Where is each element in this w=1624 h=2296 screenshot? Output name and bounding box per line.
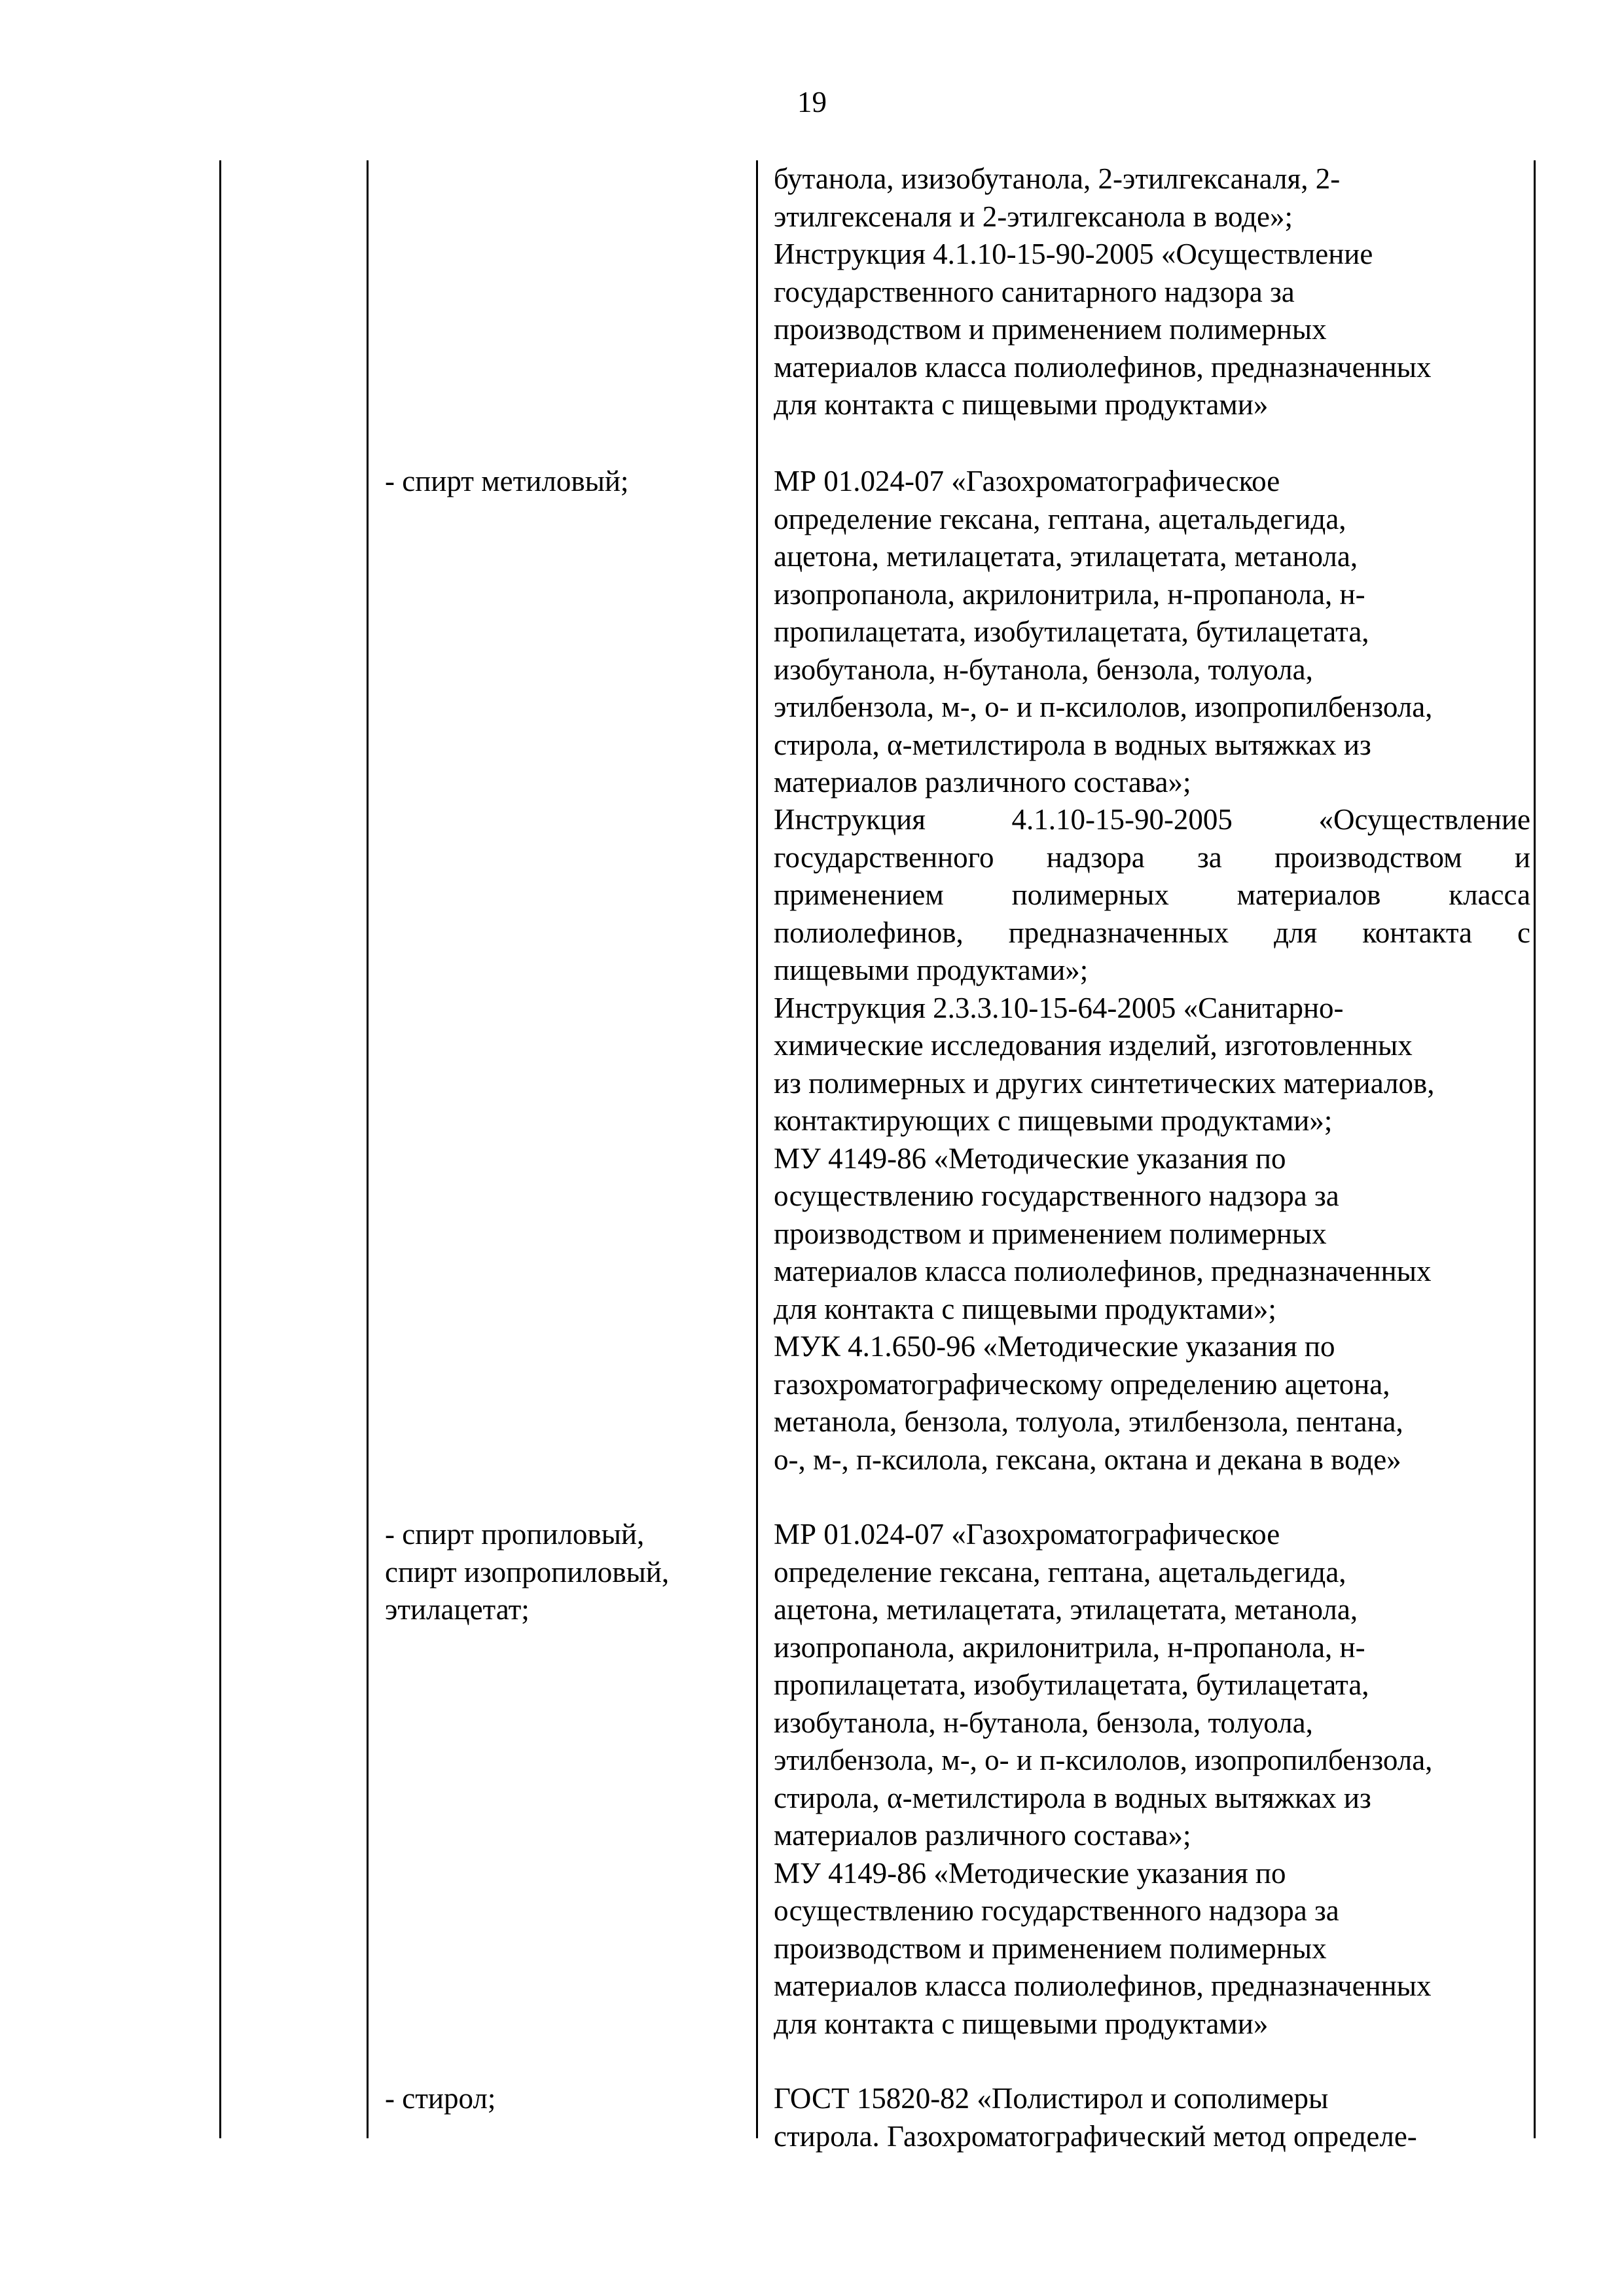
word: надзора xyxy=(1046,840,1145,874)
table-border-left xyxy=(219,160,221,2138)
text-line: МР 01.024-07 «Газохроматографическое xyxy=(774,1518,1280,1551)
text-line: изобутанола, н-бутанола, бензола, толуола, xyxy=(774,1706,1313,1739)
table-column-divider-1 xyxy=(367,160,369,2138)
word: «Осуществление xyxy=(1318,803,1530,836)
text-line: материалов различного состава»; xyxy=(774,1819,1191,1852)
word: материалов xyxy=(1236,878,1381,911)
word: за xyxy=(1197,840,1222,874)
justified-line xyxy=(774,876,1530,914)
justified-paragraph xyxy=(774,801,1530,952)
text-line: этилбензола, м-, о- и п-ксилолов, изопропилбензола, xyxy=(774,691,1433,723)
text-line: Инструкция 2.3.3.10-15-64-2005 «Санитарно- xyxy=(774,991,1344,1024)
text-line: государственного санитарного надзора за xyxy=(774,275,1295,308)
table-row-substance xyxy=(385,1516,669,1629)
text-line: МУК 4.1.650-96 «Методические указания по xyxy=(774,1330,1335,1363)
word: предназначенных xyxy=(1008,916,1229,949)
text-line: для контакта с пищевыми продуктами»; xyxy=(774,1292,1276,1325)
word: для xyxy=(1274,916,1318,949)
text-line: материалов класса полиолефинов, предназначенных xyxy=(774,350,1432,384)
text-line: для контакта с пищевыми продуктами» xyxy=(774,2007,1269,2040)
text-line: контактирующих с пищевыми продуктами»; xyxy=(774,1104,1333,1137)
text-line: стирола, α-метилстирола в водных вытяжках из xyxy=(774,1781,1371,1814)
table-row-methods-tail xyxy=(774,952,1435,1479)
text-line: МУ 4149-86 «Методические указания по xyxy=(774,1856,1286,1890)
substance-line: этилацетат; xyxy=(385,1593,530,1626)
text-line: бутанола, изизобутанола, 2-этилгексаналя, 2- xyxy=(774,162,1341,195)
table-column-divider-2 xyxy=(756,160,758,2138)
text-line: определение гексана, гептана, ацетальдегида, xyxy=(774,1555,1346,1588)
substance-line: - спирт метиловый; xyxy=(385,465,629,497)
word: Инструкция xyxy=(774,803,926,836)
text-line: осуществлению государственного надзора за xyxy=(774,1179,1339,1212)
text-line: этилгексеналя и 2-этилгексанола в воде»; xyxy=(774,200,1293,233)
text-line: ГОСТ 15820-82 «Полистирол и сополимеры xyxy=(774,2082,1329,2115)
text-line: МУ 4149-86 «Методические указания по xyxy=(774,1141,1286,1175)
text-line: ацетона, метилацетата, этилацетата, метанола, xyxy=(774,540,1358,573)
text-line: пропилацетата, изобутилацетата, бутилацетата, xyxy=(774,1668,1369,1701)
text-line: метанола, бензола, толуола, этилбензола, пентана, xyxy=(774,1405,1403,1438)
text-line: материалов различного состава»; xyxy=(774,766,1191,798)
text-line: газохроматографическому определению ацетона, xyxy=(774,1367,1390,1401)
substance-line: - спирт пропиловый, xyxy=(385,1518,645,1551)
table-border-right xyxy=(1534,160,1536,2138)
text-line: химические исследования изделий, изготовленных xyxy=(774,1029,1413,1062)
text-line: Инструкция 4.1.10-15-90-2005 «Осуществление xyxy=(774,238,1373,270)
word: класса xyxy=(1449,878,1530,911)
justified-line xyxy=(774,914,1530,952)
word: государственного xyxy=(774,840,994,874)
table-row-methods xyxy=(774,2080,1417,2155)
justified-line xyxy=(774,839,1530,877)
text-line: производством и применением полимерных xyxy=(774,1217,1327,1250)
table-row-methods xyxy=(774,1516,1432,2043)
word: и xyxy=(1514,840,1530,874)
text-line: пищевыми продуктами»; xyxy=(774,954,1089,986)
text-line: этилбензола, м-, о- и п-ксилолов, изопропилбензола, xyxy=(774,1744,1433,1776)
text-line: производством и применением полимерных xyxy=(774,1931,1327,1965)
text-line: стирола, α-метилстирола в водных вытяжках из xyxy=(774,728,1371,761)
text-line: МР 01.024-07 «Газохроматографическое xyxy=(774,465,1280,497)
text-line: для контакта с пищевыми продуктами» xyxy=(774,388,1269,421)
word: полимерных xyxy=(1011,878,1169,911)
text-line: изопропанола, акрилонитрила, н-пропанола, н- xyxy=(774,577,1365,611)
text-line: материалов класса полиолефинов, предназначенных xyxy=(774,1255,1432,1287)
table-row-substance xyxy=(385,2080,496,2118)
text-line: стирола. Газохроматографический метод определе- xyxy=(774,2119,1417,2153)
word: контакта xyxy=(1362,916,1473,949)
word: производством xyxy=(1274,840,1462,874)
page-number: 19 xyxy=(797,86,827,118)
text-line: из полимерных и других синтетических материалов, xyxy=(774,1066,1435,1100)
text-line: изобутанола, н-бутанола, бензола, толуола, xyxy=(774,653,1313,686)
text-line: определение гексана, гептана, ацетальдегида, xyxy=(774,502,1346,535)
text-line: пропилацетата, изобутилацетата, бутилацетата, xyxy=(774,615,1369,648)
text-line: изопропанола, акрилонитрила, н-пропанола, н- xyxy=(774,1630,1365,1664)
substance-line: - стирол; xyxy=(385,2082,496,2115)
word: с xyxy=(1517,916,1530,949)
text-line: производством и применением полимерных xyxy=(774,313,1327,346)
word: 4.1.10-15-90-2005 xyxy=(1011,803,1233,836)
word: применением xyxy=(774,878,944,911)
text-line: материалов класса полиолефинов, предназначенных xyxy=(774,1969,1432,2002)
text-line: ацетона, метилацетата, этилацетата, метанола, xyxy=(774,1593,1358,1626)
substance-line: спирт изопропиловый, xyxy=(385,1555,670,1588)
text-line: о-, м-, п-ксилола, гексана, октана и декана в воде» xyxy=(774,1443,1401,1476)
table-row-substance xyxy=(385,463,628,501)
table-row-methods xyxy=(774,160,1431,424)
justified-line xyxy=(774,801,1530,839)
table-row-methods xyxy=(774,463,1432,802)
text-line: осуществлению государственного надзора за xyxy=(774,1894,1339,1927)
word: полиолефинов, xyxy=(774,916,964,949)
